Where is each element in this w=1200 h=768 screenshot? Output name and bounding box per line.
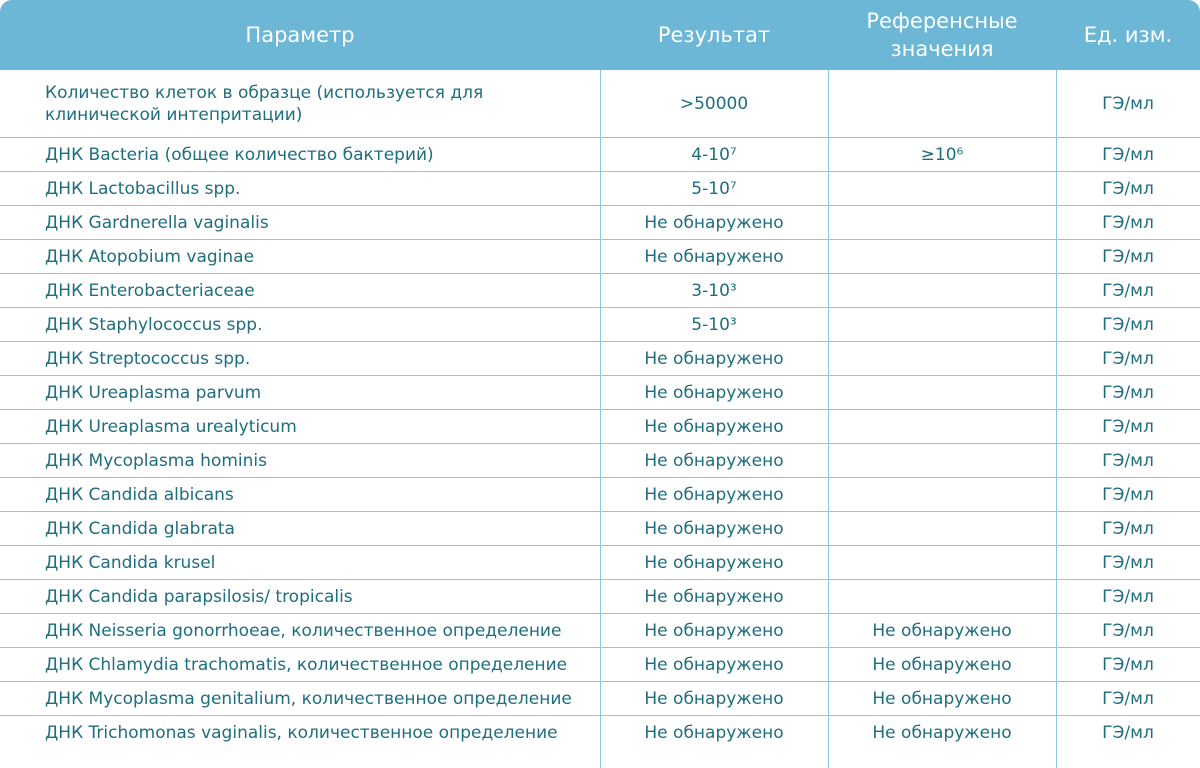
table-row (0, 376, 1200, 410)
unit-cell: ГЭ/мл (1102, 416, 1154, 437)
reference-cell: Не обнаружено (872, 620, 1012, 641)
result-cell: Не обнаружено (644, 246, 784, 267)
header-parameter: Параметр (245, 23, 355, 47)
result-cell: Не обнаружено (644, 688, 784, 709)
parameter-cell: ДНК Candida krusel (45, 552, 216, 573)
result-cell: >50000 (679, 93, 749, 114)
header-result: Результат (657, 23, 771, 47)
reference-cell (828, 308, 1056, 341)
parameter-cell: Количество клеток в образце (используется для клинической интепритации) (45, 82, 484, 125)
reference-cell (828, 444, 1056, 477)
reference-cell: Не обнаружено (872, 688, 1012, 709)
unit-cell: ГЭ/мл (1102, 518, 1154, 539)
result-cell: Не обнаружено (644, 484, 784, 505)
parameter-cell: ДНК Mycoplasma hominis (45, 450, 267, 471)
unit-cell: ГЭ/мл (1102, 246, 1154, 267)
parameter-cell: ДНК Bacteria (общее количество бактерий) (45, 144, 434, 165)
table-row (0, 614, 1200, 648)
table-row (0, 410, 1200, 444)
unit-cell: ГЭ/мл (1102, 654, 1154, 675)
parameter-cell: ДНК Trichomonas vaginalis, количественное определение (45, 723, 558, 743)
table-row (0, 70, 1200, 138)
unit-cell: ГЭ/мл (1102, 688, 1154, 709)
parameter-cell: ДНК Ureaplasma urealyticum (45, 416, 297, 437)
parameter-cell: ДНК Ureaplasma parvum (45, 382, 262, 403)
result-cell: 5-10⁷ (691, 178, 737, 199)
unit-cell: ГЭ/мл (1102, 484, 1154, 505)
unit-cell: ГЭ/мл (1102, 93, 1154, 114)
parameter-cell: ДНК Candida parapsilosis/ tropicalis (45, 586, 353, 607)
unit-cell: ГЭ/мл (1102, 314, 1154, 335)
reference-cell (828, 70, 1056, 137)
reference-cell: Не обнаружено (872, 654, 1012, 675)
table-row (0, 172, 1200, 206)
result-cell: Не обнаружено (644, 212, 784, 233)
parameter-cell: ДНК Mycoplasma genitalium, количественное определение (45, 688, 572, 709)
header-reference: Референсные значения (866, 9, 1018, 61)
table-row (0, 342, 1200, 376)
result-cell: Не обнаружено (644, 552, 784, 573)
table-row (0, 478, 1200, 512)
table-row (0, 138, 1200, 172)
unit-cell: ГЭ/мл (1102, 280, 1154, 301)
result-cell: Не обнаружено (644, 348, 784, 369)
parameter-cell: ДНК Candida glabrata (45, 518, 235, 539)
parameter-cell: ДНК Enterobacteriaceae (45, 280, 255, 301)
table-row (0, 274, 1200, 308)
table-row (0, 444, 1200, 478)
table-row (0, 240, 1200, 274)
parameter-cell: ДНК Staphylococcus spp. (45, 314, 263, 335)
parameter-cell: ДНК Streptococcus spp. (45, 348, 251, 369)
result-cell: 3-10³ (691, 280, 737, 301)
unit-cell: ГЭ/мл (1102, 212, 1154, 233)
unit-cell: ГЭ/мл (1102, 178, 1154, 199)
table-row (0, 546, 1200, 580)
table-row (0, 308, 1200, 342)
unit-cell: ГЭ/мл (1102, 586, 1154, 607)
result-cell: 5-10³ (691, 314, 737, 335)
result-cell: Не обнаружено (644, 416, 784, 437)
table-row (0, 716, 1200, 750)
parameter-cell: ДНК Atopobium vaginae (45, 246, 255, 267)
reference-cell (828, 546, 1056, 579)
result-cell: 4-10⁷ (691, 144, 737, 165)
reference-cell (828, 376, 1056, 409)
result-cell: Не обнаружено (644, 586, 784, 607)
reference-cell: Не обнаружено (872, 723, 1012, 743)
reference-cell (828, 172, 1056, 205)
result-cell: Не обнаружено (644, 620, 784, 641)
reference-cell (828, 274, 1056, 307)
table-row (0, 648, 1200, 682)
table-row (0, 682, 1200, 716)
result-cell: Не обнаружено (644, 723, 784, 743)
result-cell: Не обнаружено (644, 450, 784, 471)
header-unit: Ед. изм. (1083, 23, 1173, 47)
result-cell: Не обнаружено (644, 382, 784, 403)
reference-cell: ≥10⁶ (920, 144, 964, 165)
unit-cell: ГЭ/мл (1102, 382, 1154, 403)
reference-cell (828, 206, 1056, 239)
parameter-cell: ДНК Gardnerella vaginalis (45, 212, 269, 233)
table-row (0, 512, 1200, 546)
table-header (0, 0, 1200, 70)
unit-cell: ГЭ/мл (1102, 620, 1154, 641)
unit-cell: ГЭ/мл (1102, 450, 1154, 471)
reference-cell (828, 580, 1056, 613)
unit-cell: ГЭ/мл (1102, 348, 1154, 369)
reference-cell (828, 478, 1056, 511)
result-cell: Не обнаружено (644, 654, 784, 675)
unit-cell: ГЭ/мл (1102, 552, 1154, 573)
unit-cell: ГЭ/мл (1102, 723, 1154, 743)
reference-cell (828, 410, 1056, 443)
result-cell: Не обнаружено (644, 518, 784, 539)
table-row (0, 580, 1200, 614)
table-row (0, 206, 1200, 240)
parameter-cell: ДНК Neisseria gonorrhoeae, количественное определение (45, 620, 562, 641)
reference-cell (828, 342, 1056, 375)
parameter-cell: ДНК Chlamydia trachomatis, количественное определение (45, 654, 568, 675)
reference-cell (828, 512, 1056, 545)
reference-cell (828, 240, 1056, 273)
unit-cell: ГЭ/мл (1102, 144, 1154, 165)
parameter-cell: ДНК Lactobacillus spp. (45, 178, 241, 199)
parameter-cell: ДНК Candida albicans (45, 484, 234, 505)
